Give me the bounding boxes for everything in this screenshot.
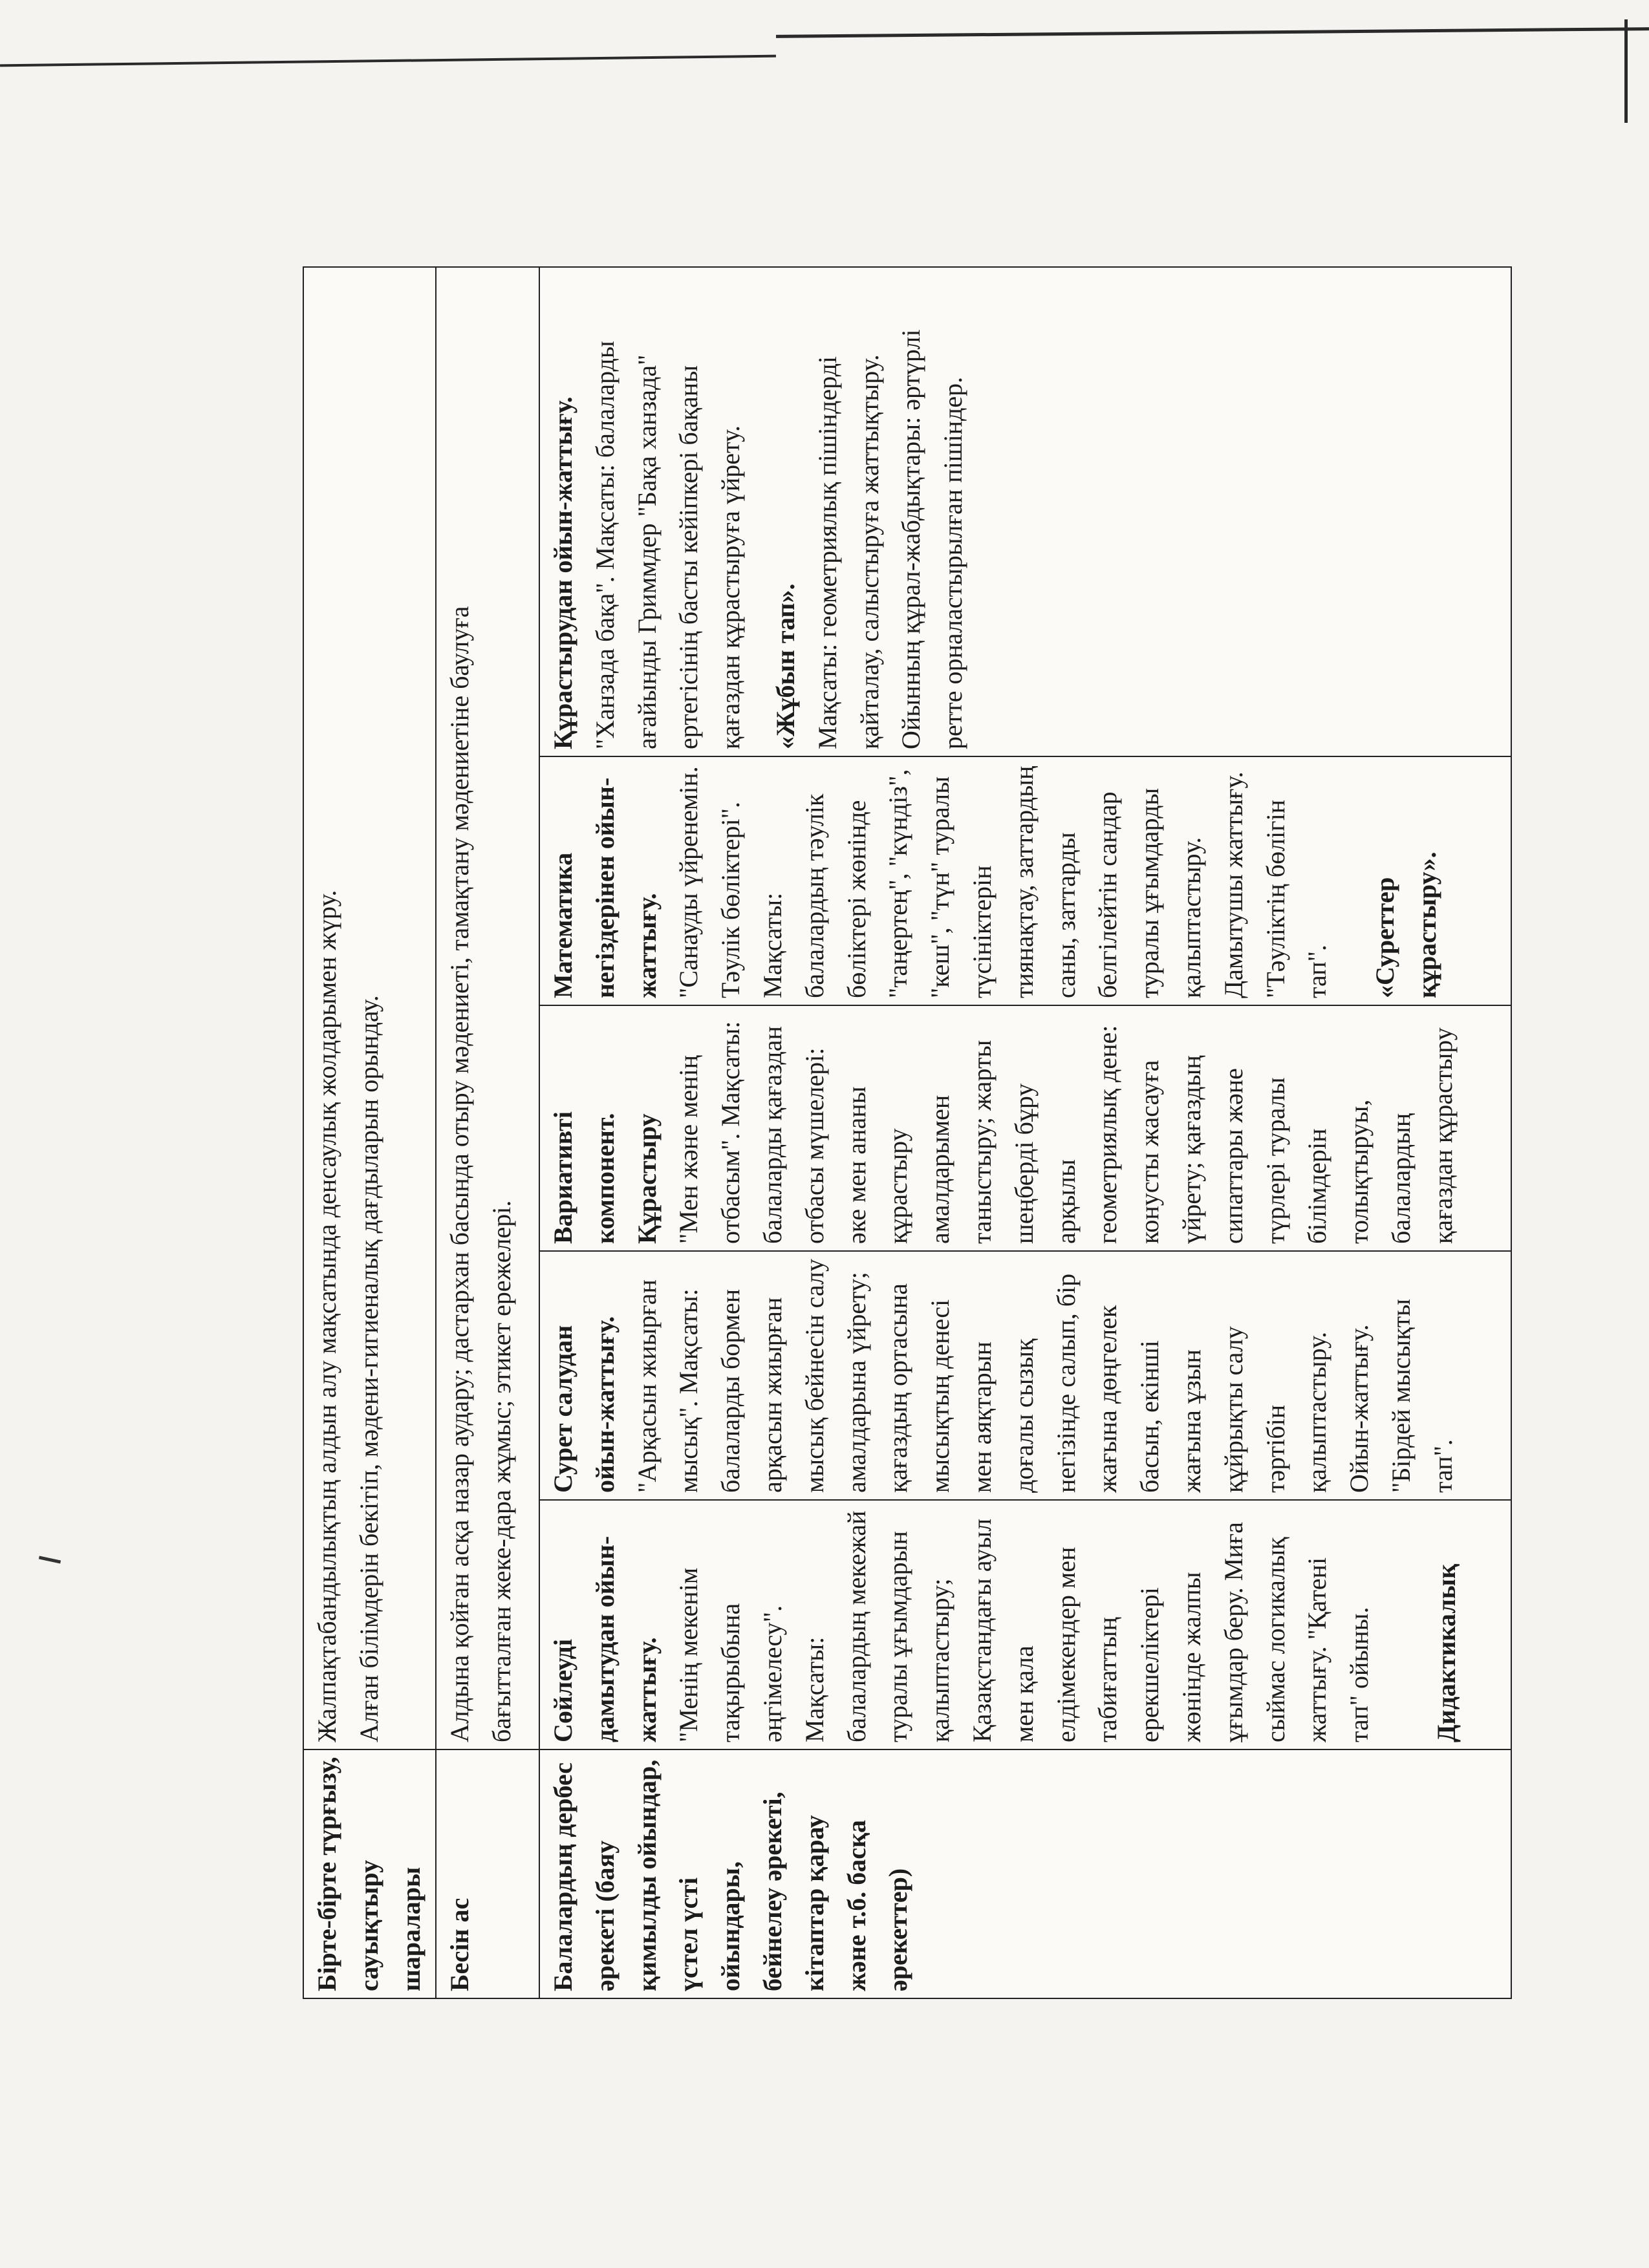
schedule-table	[303, 266, 1512, 1999]
row-label-health: Бірте-бірте түрғызу, сауықтыру шаралары	[303, 1749, 436, 1998]
content-line: Алған білімдерін бекітіп, мәдени-гигиеналық дағдыларын орындау.	[354, 995, 383, 1742]
activity-body: "Менің мекенім тақырыбына әңгімелесу". Мақсаты: балалардың мекежай туралы ұғымдарын қалыптастыру; Қазақстандағы ауыл мен қала елдімекендер мен табиғаттың ерекшеліктері жөнінде жалпы ұғымдар беру. Миға сыймас логикалық жаттығу. "Қатені тап" ойыны.	[674, 1510, 1374, 1742]
activities-grid	[540, 268, 1511, 1749]
activity-math	[540, 756, 1511, 1005]
activity-title: Математика негіздерінен ойын-жаттығу.	[548, 777, 662, 998]
activity-drawing	[540, 1251, 1511, 1500]
activity-body: "Арқасын жиырған мысық". Мақсаты: балаларды бормен арқасын жиырған мысық бейнесін салу амалдарына үйрету; қағаздың ортасына мысықтың денесі мен аяқтарын доғалы сызық негізінде салып, бір жағына дөңгелек басын, екінші жағына ұзын құйрықты салу тәртібін қалыптастыру. Ойын-жаттығу. "Бірдей мысықты тап".	[632, 1259, 1458, 1493]
row-content-health	[303, 267, 436, 1749]
activity-construction	[540, 268, 1511, 756]
rotated-document	[303, 266, 1512, 1999]
activity-title: Сөйлеуді дамытудан ойын-жаттығу.	[548, 1535, 662, 1742]
activity-body: "Мен және менің отбасым". Мақсаты: балаларды қағаздан отбасы мүшелері: әке мен ананы құрастыру амалдарымен таныстыру; жарты шеңберді бұру арқылы геометриялық дене: конусты жасауға үйрету; қағаздың сипаттары және түрлері туралы білімдерін толықтыруы, балалардың қағаздан құрастыру	[674, 1021, 1458, 1244]
table-row	[436, 267, 539, 1998]
pen-mark	[39, 1556, 61, 1564]
scan-edge-line-left	[0, 55, 776, 67]
scan-edge-line-right	[776, 27, 1649, 38]
row-content-lunch	[436, 267, 539, 1749]
table-row	[303, 267, 436, 1998]
row-label-lunch: Бесін ас	[436, 1749, 539, 1998]
activity-footer: Дидактикалық	[1431, 1563, 1461, 1742]
activity-title: Сурет салудан ойын-жаттығу.	[548, 1316, 620, 1493]
activity-title: Құрастырудан ойын-жаттығу.	[548, 396, 577, 749]
content-line: Жалпақтабандылықтың алдын алу мақсатында денсаулық жолдарымен жүру.	[312, 890, 341, 1742]
activity-footer: «Суреттер құрастыру».	[1370, 851, 1441, 998]
activity-extra-body: Мақсаты: геометриялық пішіндерді қайталау, салыстыруға жаттықтыру. Ойынның құрал-жабдықтары: әртүрлі ретте орналастырылған пішіндер.	[812, 329, 968, 749]
content-line: бағытталған жеке-дара жұмыс; этикет ережелері.	[486, 1200, 516, 1742]
activity-body: "Ханзада бақа". Мақсаты: балаларды ағайынды Гриммдер "Бақа ханзада" ертегісінің басты кейіпкері бақаны қағаздан құрастыруға үйрету.	[590, 341, 746, 749]
content-line: Алдына қойған асқа назар аудару; дастархан басында отыру мәдениеті, тамақтану мәдениетіне баулуға	[445, 606, 474, 1742]
activities-cell	[539, 267, 1511, 1749]
activity-body: "Санауды үйренемін. Тәулік бөліктері". Мақсаты: балалардың тәулік бөліктері жөнінде "таңертең", "күндіз", "кеш", "түн" туралы түсініктерін тиянақтау, заттардың саны, заттарды белгілейтін сандар туралы ұғымдарды қалыптастыру. Дамытушы жаттығу. "Тәуліктің бөлігін тап".	[674, 765, 1332, 998]
activities-row	[540, 268, 1511, 1749]
activity-title: Вариативті компонент. Құрастыру	[548, 1111, 662, 1244]
table-row	[539, 267, 1511, 1998]
activity-speech	[540, 1500, 1511, 1749]
row-label-activities: Балалардың дербес әрекеті (баяу қимылды ойындар, үстел үсті ойындары, бейнелеу әрекеті, кітаптар қарау және т.б. басқа әрекеттер)	[539, 1749, 1511, 1998]
activity-extra-title: «Жұбын тап».	[770, 583, 800, 749]
scan-edge-line-vertical	[1624, 19, 1628, 123]
activity-construction-variative	[540, 1005, 1511, 1251]
